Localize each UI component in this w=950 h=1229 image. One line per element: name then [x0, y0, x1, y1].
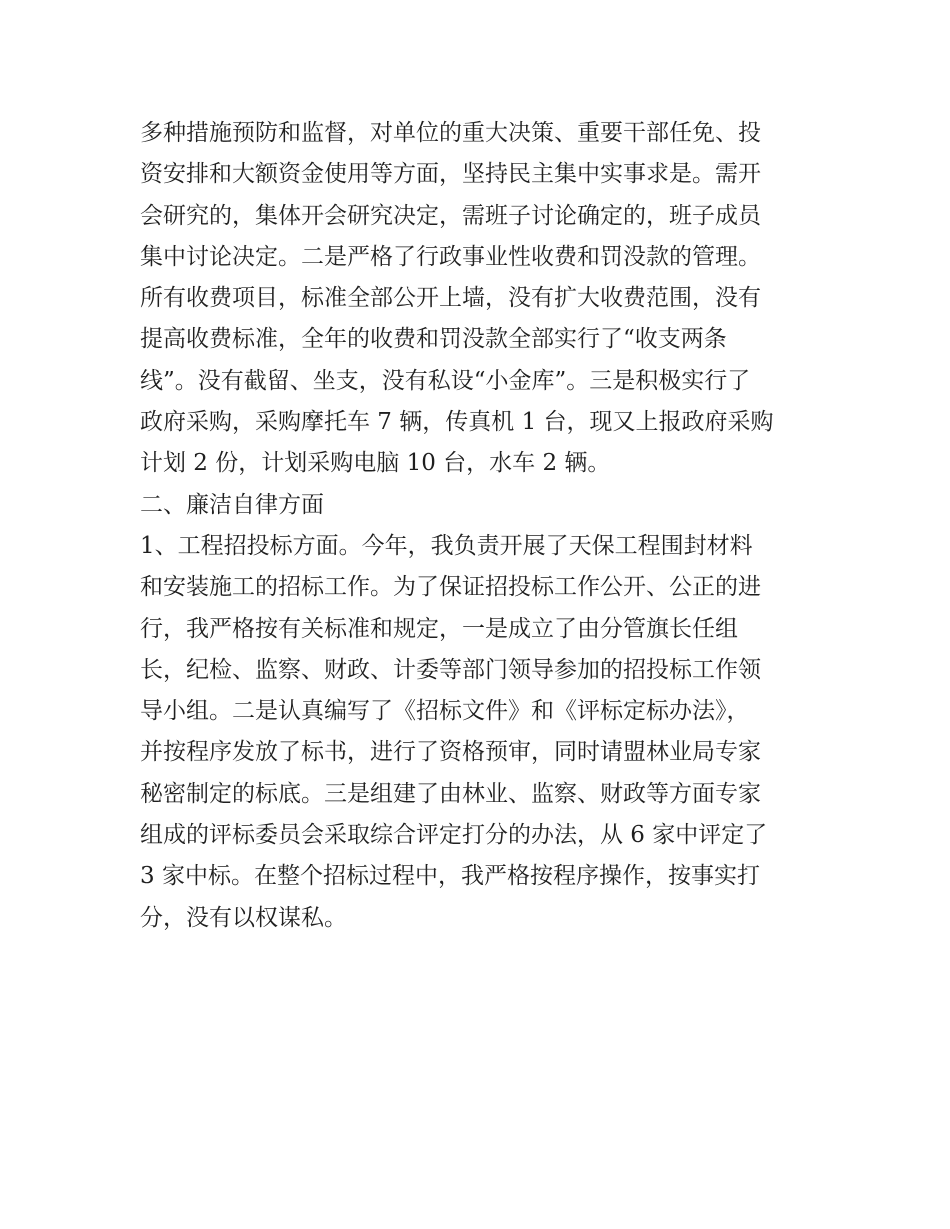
text-line: 政府采购，采购摩托车 7 辆，传真机 1 台，现又上报政府采购	[140, 409, 774, 436]
text-line: 多种措施预防和监督，对单位的重大决策、重要干部任免、投	[140, 120, 761, 146]
section-heading: 二、廉洁自律方面	[140, 491, 324, 518]
text-line: 秘密制定的标底。三是组建了由林业、监察、财政等方面专家	[140, 780, 761, 807]
text-line: 计划 2 份，计划采购电脑 10 台，水车 2 辆。	[140, 450, 611, 477]
text-line: 行，我严格按有关标准和规定，一是成立了由分管旗长任组	[140, 615, 738, 642]
text-line: 导小组。二是认真编写了《招标文件》和《评标定标办法》，	[140, 698, 750, 725]
text-line: 提高收费标准，全年的收费和罚没款全部实行了“收支两条	[140, 326, 727, 353]
text-line: 长，纪检、监察、财政、计委等部门领导参加的招投标工作领	[140, 656, 761, 683]
text-line: 和安装施工的招标工作。为了保证招投标工作公开、公正的进	[140, 574, 761, 601]
text-line: 会研究的，集体开会研究决定，需班子讨论确定的，班子成员	[140, 202, 761, 229]
text-line: 资安排和大额资金使用等方面，坚持民主集中实事求是。需开	[140, 161, 761, 188]
text-line: 线”。没有截留、坐支，没有私设“小金库”。三是积极实行了	[140, 367, 751, 394]
text-line: 所有收费项目，标准全部公开上墙，没有扩大收费范围，没有	[140, 285, 761, 312]
text-line: 3 家中标。在整个招标过程中，我严格按程序操作，按事实打	[140, 863, 760, 890]
text-line: 分，没有以权谋私。	[140, 904, 347, 931]
text-line: 并按程序发放了标书，进行了资格预审，同时请盟林业局专家	[140, 739, 761, 766]
document-body	[140, 113, 812, 939]
text-line: 组成的评标委员会采取综合评定打分的办法，从 6 家中评定了	[140, 822, 768, 849]
text-line: 1、工程招投标方面。今年，我负责开展了天保工程围封材料	[140, 532, 753, 559]
text-line: 集中讨论决定。二是严格了行政事业性收费和罚没款的管理。	[140, 243, 761, 270]
